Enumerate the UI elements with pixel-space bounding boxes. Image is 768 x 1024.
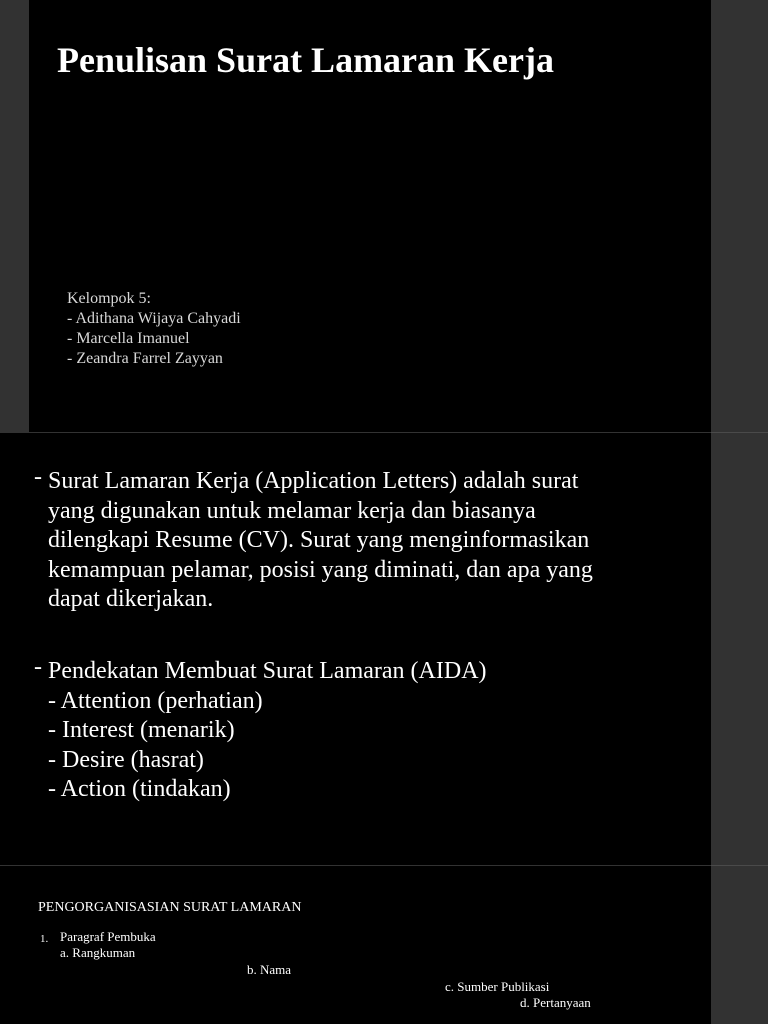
bullet-aida bbox=[34, 654, 674, 805]
slide-title: Penulisan Surat Lamaran Kerja bbox=[57, 40, 555, 80]
bullet-line: yang digunakan untuk melamar kerja dan biasanya bbox=[48, 497, 536, 524]
slide-divider bbox=[711, 865, 768, 866]
sub-item: c. Sumber Publikasi bbox=[445, 979, 550, 994]
bullet-line: Surat Lamaran Kerja (Application Letters) adalah surat bbox=[48, 468, 579, 494]
aida-item: - Desire (hasrat) bbox=[48, 746, 204, 773]
slide-2 bbox=[0, 433, 711, 865]
bullet-line: dilengkapi Resume (CV). Surat yang menginformasikan bbox=[48, 527, 590, 553]
bullet-definition bbox=[34, 464, 674, 615]
sub-item: d. Pertanyaan bbox=[520, 995, 591, 1010]
aida-item: - Interest (menarik) bbox=[48, 717, 235, 743]
bullet-line: Pendekatan Membuat Surat Lamaran (AIDA) bbox=[48, 658, 487, 684]
slide-divider bbox=[711, 432, 768, 433]
list-number: 1. bbox=[40, 933, 49, 945]
member-item: - Zeandra Farrel Zayyan bbox=[67, 350, 223, 367]
bullet-line: kemampuan pelamar, posisi yang diminati, dan apa yang bbox=[48, 556, 593, 583]
slide-3 bbox=[0, 866, 711, 1024]
slide-1 bbox=[29, 0, 711, 432]
member-item: - Marcella Imanuel bbox=[67, 330, 190, 347]
aida-item: - Action (tindakan) bbox=[48, 776, 231, 802]
aida-item: - Attention (perhatian) bbox=[48, 687, 263, 714]
bullet-marker: - bbox=[34, 464, 42, 490]
group-members bbox=[67, 289, 241, 369]
sub-item: b. Nama bbox=[247, 962, 292, 977]
bullet-line: dapat dikerjakan. bbox=[48, 586, 214, 612]
bullet-marker: - bbox=[34, 654, 42, 680]
list-item: Paragraf Pembuka bbox=[60, 929, 156, 944]
section-heading: PENGORGANISASIAN SURAT LAMARAN bbox=[38, 900, 302, 915]
sub-item: a. Rangkuman bbox=[60, 945, 136, 960]
group-heading: Kelompok 5: bbox=[67, 290, 151, 307]
member-item: - Adithana Wijaya Cahyadi bbox=[67, 310, 241, 327]
